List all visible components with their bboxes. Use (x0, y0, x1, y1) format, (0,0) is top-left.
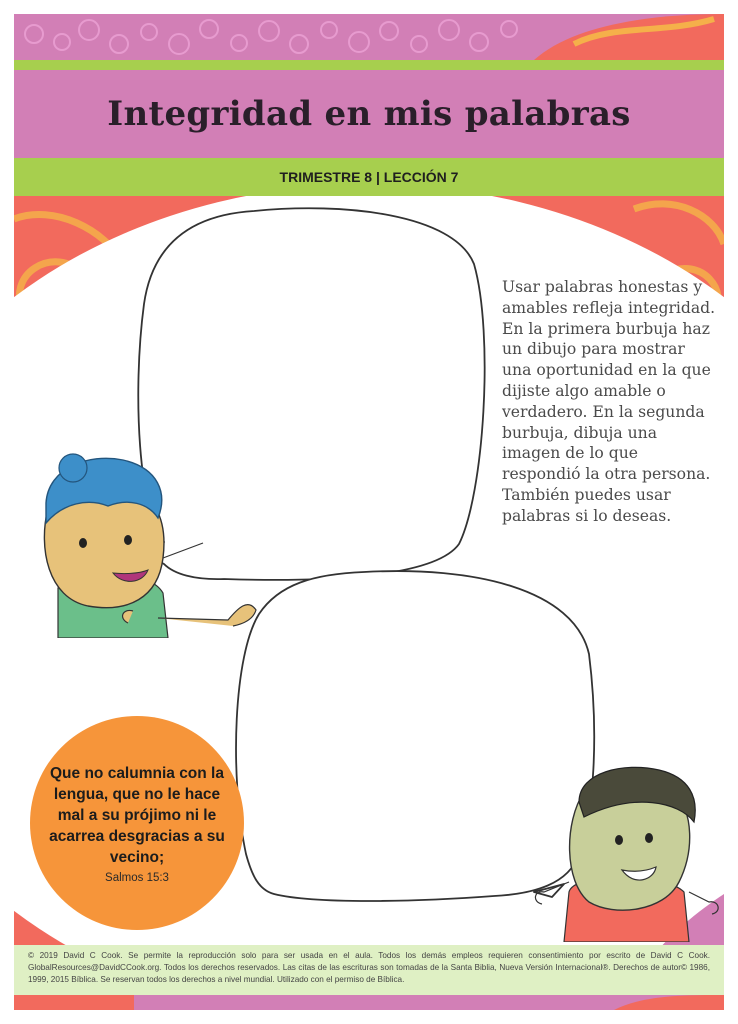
lesson-band (14, 158, 724, 196)
bottom-decorative-pattern (14, 995, 724, 1010)
copyright-text: © 2019 David C Cook. Se permite la reproducción solo para ser usada en el aula. Todos los demás empleos requieren consentimiento por escrito de David C Cook. GlobalResources@DavidCCook.org. Todos los derechos reservados. Las citas de las escrituras son tomadas de la Santa Biblia, Nueva Versión Internacional®. Derechos de autor© 1986, 1999, 2015 Bíblica. Se reservan todos los derechos a nivel mundial. Utilizado con el permiso de Bíblica. (28, 951, 710, 985)
bible-verse-circle (30, 716, 244, 930)
title-band (14, 70, 724, 158)
footer (14, 945, 724, 995)
page-title: Integridad en mis palabras (107, 94, 631, 134)
instructions-text: Usar palabras honestas y amables refleja integridad. En la primera burbuja haz un dibujo para mostrar una oportunidad en la que dijiste algo amable o verdadero. En la segunda burbuja, dibuja una imagen de lo que respondió la otra persona. También puedes usar palabras si lo deseas. (502, 278, 716, 525)
top-decorative-pattern (14, 14, 724, 60)
worksheet-page (14, 14, 724, 1010)
lesson-label: TRIMESTRE 8 | LECCIÓN 7 (279, 169, 459, 185)
bible-verse-text: Que no calumnia con la lengua, que no le hace mal a su prójimo ni le acarrea desgracias a su vecino; (49, 764, 225, 866)
green-divider (14, 60, 724, 70)
verse-reference: Salmos 15:3 (105, 871, 169, 884)
girl-illustration (28, 448, 268, 638)
boy-illustration (524, 762, 724, 942)
